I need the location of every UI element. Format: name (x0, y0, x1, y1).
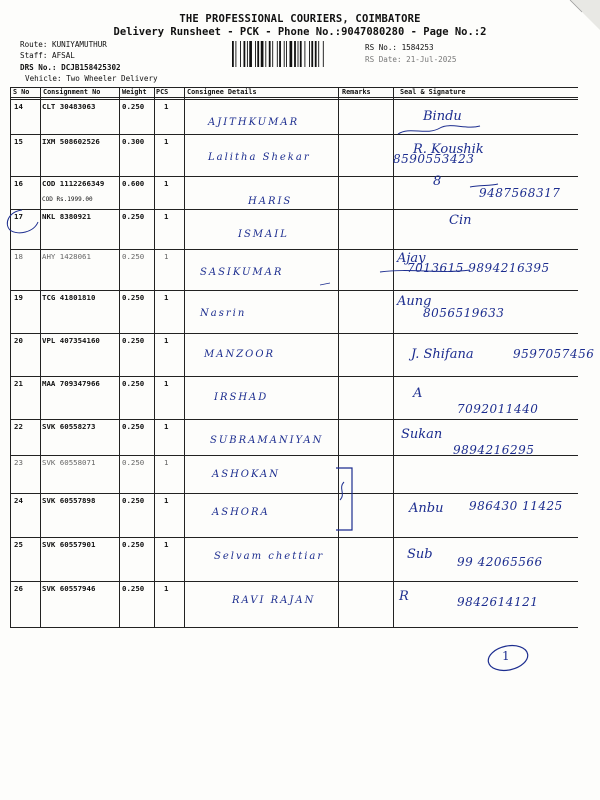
row-consignee-name: SUBRAMANIYAN (210, 435, 324, 446)
rs-date: RS Date: 21-Jul-2025 (365, 55, 457, 64)
row-consignee-name: IRSHAD (214, 392, 269, 403)
row-weight: 0.250 (122, 422, 145, 431)
col-header-signature: Seal & Signature (400, 88, 466, 96)
row-sno: 17 (14, 212, 23, 221)
rs-number: RS No.: 1584253 (365, 43, 434, 52)
row-weight: 0.250 (122, 102, 145, 111)
row-weight: 0.250 (122, 212, 145, 221)
row-signature: Aung (397, 294, 432, 309)
row-sno: 26 (14, 584, 23, 593)
drs-value: DCJB158425302 (61, 63, 121, 72)
row-consignee-name: ASHOKAN (212, 469, 281, 480)
row-phone: 8056519633 (423, 306, 505, 320)
row-phone: 9487568317 (479, 186, 561, 200)
row-signature: 8 (433, 174, 442, 189)
drs-label: DRS No.: (20, 63, 57, 72)
row-pcs: 1 (164, 179, 169, 188)
row-consignee-name: ISMAIL (238, 229, 289, 240)
row-consignment-no: COD 1112266349 (42, 179, 105, 188)
row-sno: 25 (14, 540, 23, 549)
row-consignee-name: Nasrin (200, 308, 247, 319)
col-header-consignment: Consignment No (43, 88, 101, 96)
row-signature: R. Koushik (413, 142, 484, 157)
row-sno: 18 (14, 252, 23, 261)
page-circle-number: 1 (502, 649, 510, 663)
row-phone: 7092011440 (457, 402, 539, 416)
row-sno: 15 (14, 137, 23, 146)
row-consignment-no: MAA 709347966 (42, 379, 100, 388)
row-sno: 16 (14, 179, 23, 188)
row-weight: 0.600 (122, 179, 145, 188)
row-consignee-name: Lalitha Shekar (208, 152, 311, 163)
row-pcs: 1 (164, 336, 169, 345)
row-pcs: 1 (164, 496, 169, 505)
row-consignment-no: TCG 41801810 (42, 293, 96, 302)
row-signature: R (399, 589, 409, 604)
row-sno: 23 (14, 458, 23, 467)
row-consignment-no: AHY 1428061 (42, 252, 91, 261)
route-label: Route: KUNIYAMUTHUR (20, 40, 107, 49)
row-phone: 8590553423 (393, 152, 475, 166)
row-consignment-no: CLT 30483063 (42, 102, 96, 111)
row-weight: 0.300 (122, 137, 145, 146)
row-consignee-name: AJITHKUMAR (208, 117, 300, 128)
row-consignee-name: RAVI RAJAN (232, 595, 316, 606)
row-consignment-no: SVK 60558273 (42, 422, 96, 431)
row-consignee-name: SASIKUMAR (200, 267, 284, 278)
row-weight: 0.250 (122, 496, 145, 505)
row-pcs: 1 (164, 252, 169, 261)
col-header-weight: Weight (122, 88, 147, 96)
row-consignment-no: SVK 60557946 (42, 584, 96, 593)
row-sno: 20 (14, 336, 23, 345)
row-weight: 0.250 (122, 379, 145, 388)
row-phone: 986430 11425 (469, 499, 563, 513)
row-phone: 99 42065566 (457, 555, 543, 569)
row-pcs: 1 (164, 212, 169, 221)
row-consignment-no: SVK 60558071 (42, 458, 96, 467)
row-consignment-no: IXM 508602526 (42, 137, 100, 146)
col-header-remarks: Remarks (342, 88, 371, 96)
row-weight: 0.250 (122, 336, 145, 345)
row-signature: Cin (449, 213, 472, 228)
row-consignee-name: ASHORA (212, 507, 270, 518)
row-signature: Bindu (423, 109, 462, 124)
row-pcs: 1 (164, 379, 169, 388)
row-phone: 7013615 9894216395 (407, 261, 550, 275)
row-weight: 0.250 (122, 458, 145, 467)
row-pcs: 1 (164, 137, 169, 146)
row-weight: 0.250 (122, 584, 145, 593)
row-consignee-name: Selvam chettiar (214, 551, 325, 562)
row-consignment-no: SVK 60557898 (42, 496, 96, 505)
row-sno: 19 (14, 293, 23, 302)
row-signature: Anbu (409, 501, 444, 516)
row-sno: 14 (14, 102, 23, 111)
row-pcs: 1 (164, 584, 169, 593)
row-pcs: 1 (164, 293, 169, 302)
row-weight: 0.250 (122, 252, 145, 261)
row-consignee-name: MANZOOR (204, 349, 276, 360)
row-sno: 24 (14, 496, 23, 505)
row-consignment-no: SVK 60557901 (42, 540, 96, 549)
page-subtitle: Delivery Runsheet - PCK - Phone No.:9047080280 - Page No.:2 (113, 26, 487, 38)
row-consignment-no: NKL 8380921 (42, 212, 91, 221)
col-header-sno: S No (13, 88, 30, 96)
page-title: THE PROFESSIONAL COURIERS, COIMBATORE (179, 13, 421, 25)
row-phone: 9597057456 (513, 347, 595, 361)
row-signature: A (413, 386, 423, 401)
staff-label: Staff: AFSAL (20, 51, 75, 60)
row-sno: 22 (14, 422, 23, 431)
row-pcs: 1 (164, 540, 169, 549)
row-weight: 0.250 (122, 293, 145, 302)
row-signature: J. Shifana (411, 347, 474, 362)
row-signature: Sub (407, 547, 433, 562)
row-pcs: 1 (164, 102, 169, 111)
row-sno: 21 (14, 379, 23, 388)
row-phone: 9894216295 (453, 443, 535, 457)
row-pcs: 1 (164, 422, 169, 431)
vehicle-label: Vehicle: Two Wheeler Delivery (25, 74, 158, 83)
row-signature: Ajay (397, 251, 426, 266)
row-pcs: 1 (164, 458, 169, 467)
row-signature: Sukan (401, 427, 443, 442)
row-consignee-name: HARIS (248, 196, 293, 207)
row-weight: 0.250 (122, 540, 145, 549)
col-header-pcs: PCS (156, 88, 169, 96)
col-header-consignee: Consignee Details (187, 88, 257, 96)
row-consignment-no: VPL 407354160 (42, 336, 100, 345)
row-phone: 9842614121 (457, 595, 539, 609)
row-cod-amount: COD Rs.1999.00 (42, 196, 93, 203)
